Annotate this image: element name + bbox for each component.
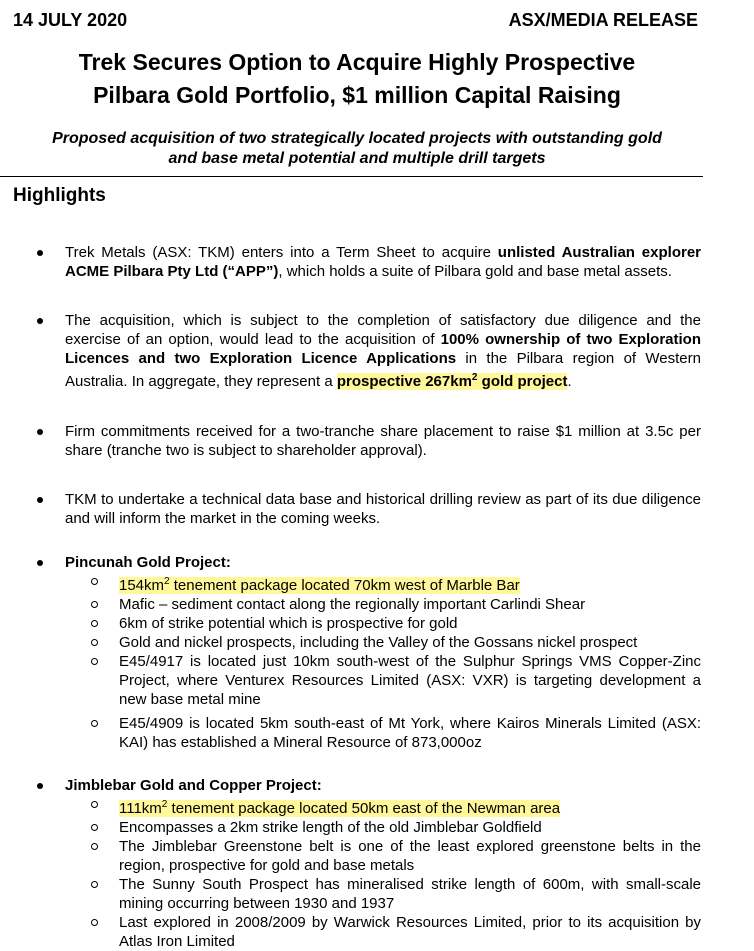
circle-bullet-icon bbox=[91, 881, 98, 888]
sub-item-text: E45/4917 is located just 10km south-west of the Sulphur Springs VMS Copper-Zinc Project, where Venturex Resources Limited (ASX: VXR) is targeting development a new base metal mine bbox=[119, 653, 701, 708]
document-subtitle bbox=[0, 129, 714, 169]
item-text: . bbox=[567, 373, 572, 390]
sub-item-text: Encompasses a 2km strike length of the old Jimblebar Goldfield bbox=[119, 819, 542, 836]
circle-bullet-icon bbox=[91, 620, 98, 627]
list-item bbox=[0, 490, 701, 528]
sub-item bbox=[0, 795, 701, 818]
release-type: ASX/MEDIA RELEASE bbox=[508, 10, 698, 30]
project-jimblebar bbox=[0, 776, 701, 951]
sub-item bbox=[0, 818, 701, 837]
sub-item bbox=[0, 913, 701, 951]
item-text: The acquisition, which is subject to the completion of satisfactory due diligence and the exercise of an option, would lead to the acquisition of bbox=[65, 312, 701, 348]
circle-bullet-icon bbox=[91, 824, 98, 831]
item-text: Trek Metals (ASX: TKM) enters into a Term Sheet to acquire bbox=[65, 244, 498, 261]
item-text: TKM to undertake a technical data base and historical drilling review as part of its due diligence and will inform the market in the coming weeks. bbox=[65, 491, 701, 527]
circle-bullet-icon bbox=[91, 601, 98, 608]
item-text: , which holds a suite of Pilbara gold and base metal assets. bbox=[278, 263, 672, 280]
sub-item-text: 6km of strike potential which is prospective for gold bbox=[119, 615, 458, 632]
document-title bbox=[0, 46, 714, 112]
item-text: Firm commitments received for a two-tranche share placement to raise $1 million at 3.5c per share (tranche two is subject to shareholder approval). bbox=[65, 423, 701, 459]
sub-item bbox=[0, 572, 701, 595]
bullet-icon bbox=[37, 560, 43, 566]
sub-item-text: E45/4909 is located 5km south-east of Mt York, where Kairos Minerals Limited (ASX: KAI) has established a Mineral Resource of 873,000oz bbox=[119, 715, 701, 751]
sub-item-text: Mafic – sediment contact along the regionally important Carlindi Shear bbox=[119, 596, 586, 613]
circle-bullet-icon bbox=[91, 720, 98, 727]
title-line-1: Trek Secures Option to Acquire Highly Prospective bbox=[78, 49, 636, 75]
bullet-icon bbox=[37, 318, 43, 324]
circle-bullet-icon bbox=[91, 919, 98, 926]
sub-item-text: The Jimblebar Greenstone belt is one of the least explored greenstone belts in the region, prospective for gold and base metals bbox=[119, 838, 701, 874]
sub-item-text: The Sunny South Prospect has mineralised strike length of 600m, with small-scale mining occurring between 1930 and 1937 bbox=[119, 876, 701, 912]
divider bbox=[0, 176, 703, 177]
list-item bbox=[0, 311, 701, 391]
circle-bullet-icon bbox=[91, 843, 98, 850]
project-title: Jimblebar Gold and Copper Project: bbox=[65, 777, 322, 794]
highlights-list bbox=[0, 243, 754, 951]
highlighted-text: prospective $267km^2$ gold project bbox=[336, 372, 568, 390]
title-line-2: Pilbara Gold Portfolio, $1 million Capital Raising bbox=[93, 82, 621, 108]
sub-item bbox=[0, 837, 701, 875]
sub-item bbox=[0, 633, 701, 652]
list-item bbox=[0, 243, 701, 281]
item-bold-text: 100% ownership of two Exploration Licences and two Exploration Licence Applications bbox=[65, 331, 701, 367]
highlighted-text: $111km^2$ tenement package located 50km east of the Newman area bbox=[119, 799, 561, 817]
project-title: Pincunah Gold Project: bbox=[65, 554, 231, 571]
bullet-icon bbox=[37, 783, 43, 789]
sub-item bbox=[0, 652, 701, 709]
sub-item-text: Gold and nickel prospects, including the Valley of the Gossans nickel prospect bbox=[119, 634, 638, 651]
sub-item bbox=[0, 614, 701, 633]
sub-item bbox=[0, 595, 701, 614]
sub-item bbox=[0, 714, 701, 752]
list-item bbox=[0, 422, 701, 460]
subtitle-line-1: Proposed acquisition of two strategically located projects with outstanding gold bbox=[52, 130, 662, 147]
item-text: in the Pilbara region of Western Australia. In aggregate, they represent a bbox=[65, 350, 701, 390]
circle-bullet-icon bbox=[91, 801, 98, 808]
bullet-icon bbox=[37, 250, 43, 256]
release-date: 14 JULY 2020 bbox=[13, 10, 128, 30]
circle-bullet-icon bbox=[91, 639, 98, 646]
sub-item bbox=[0, 875, 701, 913]
section-heading-highlights: Highlights bbox=[13, 185, 106, 206]
item-bold-text: unlisted Australian explorer ACME Pilbara Pty Ltd (“APP”) bbox=[65, 244, 702, 280]
circle-bullet-icon bbox=[91, 578, 98, 585]
circle-bullet-icon bbox=[91, 658, 98, 665]
highlighted-text: $154km^2$ tenement package located 70km west of Marble Bar bbox=[119, 576, 520, 594]
project-pincunah bbox=[0, 553, 701, 752]
bullet-icon bbox=[37, 497, 43, 503]
subtitle-line-2: and base metal potential and multiple drill targets bbox=[168, 150, 546, 167]
bullet-icon bbox=[37, 429, 43, 435]
sub-item-text: Last explored in 2008/2009 by Warwick Resources Limited, prior to its acquisition by Atlas Iron Limited bbox=[119, 914, 701, 950]
